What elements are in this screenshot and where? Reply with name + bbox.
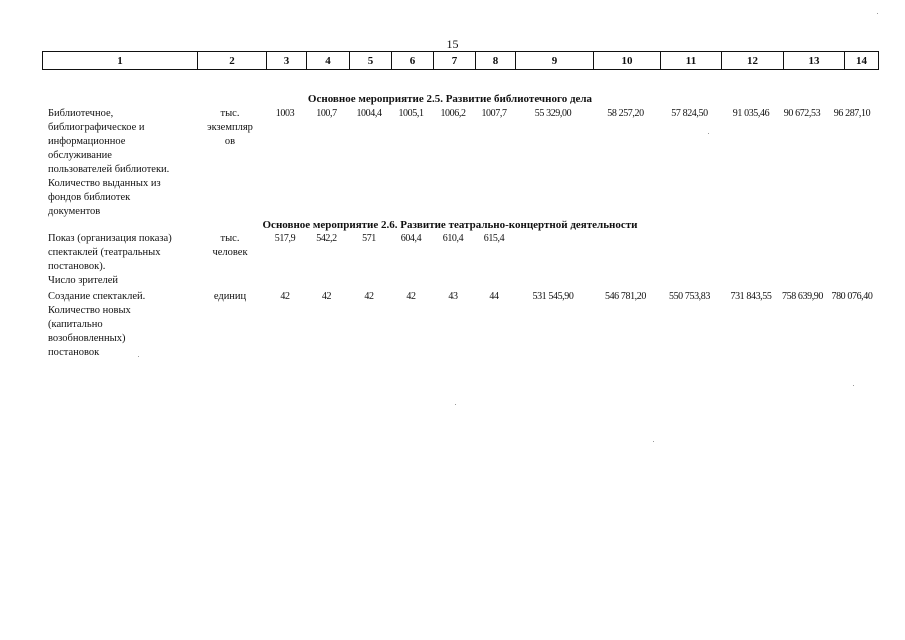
section-title: Основное мероприятие 2.5. Развитие библиотечного дела	[307, 93, 593, 105]
row-name-line: Количество выданных из	[48, 178, 161, 189]
row-name-line: Число зрителей	[48, 275, 119, 286]
value-cell: 100,7	[316, 108, 337, 119]
row-name	[48, 107, 198, 219]
value-cell: 57 824,50	[671, 108, 708, 119]
row-unit-line: тыс.	[220, 108, 240, 119]
scan-speck	[853, 385, 854, 386]
page-number: 15	[446, 37, 459, 51]
value-cell: 550 753,83	[668, 291, 710, 302]
row-unit-line: человек	[212, 247, 248, 258]
value-cell: 91 035,46	[732, 108, 770, 119]
value-cell: 517,9	[274, 233, 296, 244]
value-cell: 96 287,10	[833, 108, 871, 119]
value-cell: 531 545,90	[532, 291, 574, 302]
row-name-line: (капитально	[48, 319, 103, 330]
value-cell: 42	[321, 291, 332, 302]
header-cell: 7	[434, 52, 476, 70]
row-name-line: спектаклей (театральных	[48, 247, 161, 258]
header-cell: 11	[661, 52, 722, 70]
value-cell: 731 843,55	[730, 291, 772, 302]
value-cell: 758 639,90	[782, 291, 824, 302]
value-cell: 780 076,40	[831, 291, 873, 302]
row-unit-line: экземпляр	[207, 122, 253, 133]
row-name-line: обслуживание	[48, 150, 112, 161]
value-cell: 1004,4	[356, 108, 382, 119]
value-cell: 43	[448, 291, 458, 302]
scan-speck	[455, 404, 456, 405]
header-cell: 13	[784, 52, 845, 70]
value-cell: 55 329,00	[534, 108, 572, 119]
row-name-line: документов	[48, 206, 101, 217]
row-name	[48, 290, 198, 360]
header-row	[43, 52, 879, 70]
header-cell: 12	[722, 52, 784, 70]
row-unit-line: единиц	[213, 291, 247, 302]
row-unit	[203, 290, 257, 304]
value-cell: 615,4	[483, 233, 505, 244]
row-unit-line: ов	[224, 136, 236, 147]
header-cell: 6	[392, 52, 434, 70]
value-cell: 42	[406, 291, 416, 302]
row-name-line: Показ (организация показа)	[48, 233, 172, 244]
value-cell: 1003	[275, 108, 295, 119]
value-cell: 90 672,53	[783, 108, 821, 119]
row-name-line: информационное	[48, 136, 126, 147]
header-cell: 2	[198, 52, 267, 70]
row-name-line: фондов библиотек	[48, 192, 131, 203]
value-cell: 571	[362, 233, 376, 244]
scan-speck	[653, 441, 654, 442]
value-cell: 542,2	[316, 233, 337, 244]
row-unit-line: тыс.	[220, 233, 240, 244]
row-name	[48, 232, 198, 288]
value-cell: 42	[364, 291, 374, 302]
row-unit	[203, 107, 257, 149]
value-cell: 610,4	[442, 233, 464, 244]
row-name-line: Создание спектаклей.	[48, 291, 146, 302]
header-cell: 4	[307, 52, 350, 70]
header-cell: 10	[594, 52, 661, 70]
row-name-line: библиографическое и	[48, 122, 145, 133]
row-name-line: возобновленных)	[48, 333, 126, 344]
row-name-line: Количество новых	[48, 305, 131, 316]
header-cell: 9	[516, 52, 594, 70]
header-cell: 14	[845, 52, 879, 70]
row-name-line: пользователей библиотеки.	[48, 164, 170, 175]
row-name-line: постановок).	[48, 261, 106, 272]
value-cell: 1006,2	[440, 108, 466, 119]
value-cell: 58 257,20	[607, 108, 644, 119]
value-cell: 604,4	[400, 233, 422, 244]
value-cell: 44	[489, 291, 499, 302]
value-cell: 1005,1	[398, 108, 424, 119]
scan-speck	[138, 356, 139, 357]
header-cell: 1	[43, 52, 198, 70]
section-title: Основное мероприятие 2.6. Развитие театрально-концертной деятельности	[262, 219, 638, 231]
header-cell: 8	[476, 52, 516, 70]
header-cell: 3	[267, 52, 307, 70]
column-header-table	[42, 51, 879, 70]
scan-speck	[708, 133, 709, 134]
row-unit	[203, 232, 257, 260]
header-cell: 5	[350, 52, 392, 70]
scan-speck	[877, 13, 878, 14]
row-name-line: постановок	[48, 347, 100, 358]
row-name-line: Библиотечное,	[48, 108, 114, 119]
value-cell: 546 781,20	[604, 291, 646, 302]
value-cell: 1007,7	[481, 108, 507, 119]
value-cell: 42	[280, 291, 290, 302]
